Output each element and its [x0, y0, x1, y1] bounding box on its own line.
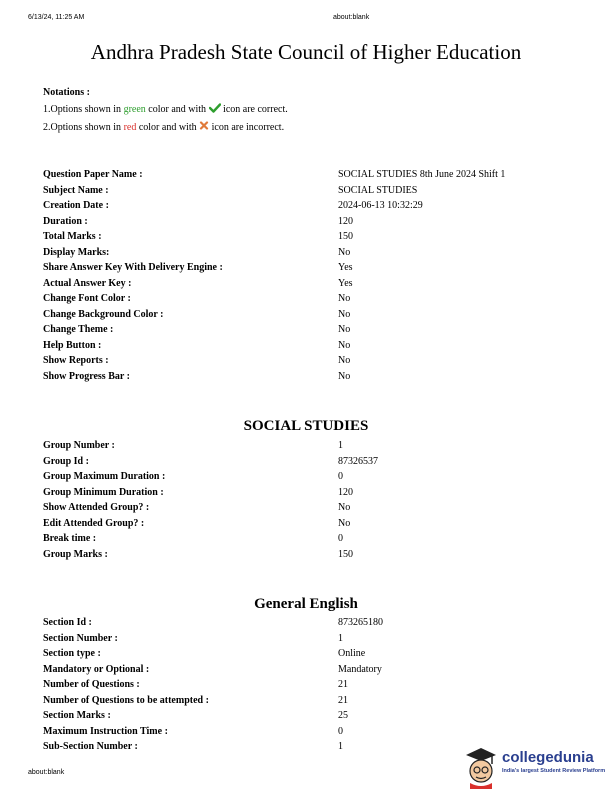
field-value: SOCIAL STUDIES [338, 184, 418, 196]
field-value: No [338, 246, 351, 258]
paper-info-row [43, 183, 563, 199]
field-label: Actual Answer Key : [43, 277, 132, 289]
graduate-mascot-icon [462, 745, 500, 794]
field-label: Group Id : [43, 455, 89, 467]
field-value: No [338, 308, 351, 320]
group-info-row [43, 438, 563, 454]
paper-info-row [43, 307, 563, 323]
field-label: Change Background Color : [43, 308, 164, 320]
field-label: Change Font Color : [43, 293, 131, 304]
section-info-table [43, 615, 563, 755]
field-label: Edit Attended Group? : [43, 517, 145, 529]
field-value: 1 [338, 632, 343, 644]
field-label: Total Marks : [43, 231, 102, 242]
group-info-row [43, 500, 563, 516]
paper-info-table [43, 167, 563, 384]
field-label: Section Marks : [43, 710, 111, 721]
brand-tagline: India's largest Student Review Platform [502, 768, 606, 774]
field-value: 1 [338, 741, 343, 752]
group-info-row [43, 454, 563, 470]
checkmark-icon [209, 102, 221, 119]
cross-icon [199, 119, 209, 136]
footer-url: about:blank [28, 769, 65, 776]
field-label: Section Id : [43, 617, 92, 628]
notation-text: icon are incorrect. [209, 122, 285, 133]
group-info-row [43, 469, 563, 485]
collegedunia-watermark [462, 745, 612, 789]
field-label: Maximum Instruction Time : [43, 725, 168, 737]
notations-heading: Notations : [43, 87, 90, 98]
notation-text: color and with [136, 122, 200, 133]
page-title: Andhra Pradesh State Council of Higher Education [90, 40, 522, 64]
paper-info-row [43, 322, 563, 338]
notation-text: icon are correct. [220, 104, 288, 115]
paper-info-row [43, 276, 563, 292]
field-value: Yes [338, 262, 353, 273]
brand-name: collegedunia [502, 749, 594, 766]
field-label: Creation Date : [43, 200, 109, 211]
paper-info-row [43, 260, 563, 276]
field-label: Group Number : [43, 440, 115, 451]
field-label: Change Theme : [43, 324, 114, 335]
paper-info-row [43, 229, 563, 245]
section-title: General English [254, 596, 358, 612]
paper-info-row [43, 369, 563, 385]
notation-incorrect [43, 119, 288, 136]
field-label: Number of Questions to be attempted : [43, 694, 209, 706]
section-info-row [43, 662, 563, 678]
section-info-row [43, 646, 563, 662]
field-label: Show Attended Group? : [43, 502, 150, 513]
field-value: SOCIAL STUDIES 8th June 2024 Shift 1 [338, 169, 506, 180]
field-value: 87326537 [338, 455, 378, 467]
field-label: Break time : [43, 533, 97, 544]
paper-info-row [43, 338, 563, 354]
field-label: Group Marks : [43, 548, 108, 560]
field-value: No [338, 502, 351, 513]
field-value: 120 [338, 486, 353, 498]
field-label: Show Reports : [43, 355, 109, 366]
notation-green-word: green [123, 104, 146, 115]
field-value: 873265180 [338, 617, 383, 628]
print-url: about:blank [333, 14, 370, 21]
field-label: Sub-Section Number : [43, 741, 138, 752]
group-title: SOCIAL STUDIES [243, 418, 369, 434]
paper-info-row [43, 291, 563, 307]
section-info-row [43, 693, 563, 709]
paper-info-row [43, 353, 563, 369]
field-value: 21 [338, 694, 348, 706]
field-label: Subject Name : [43, 184, 109, 196]
group-info-row [43, 516, 563, 532]
notation-red-word: red [123, 122, 137, 133]
group-info-row [43, 485, 563, 501]
notation-text: 2.Options shown in [43, 122, 124, 133]
field-label: Question Paper Name : [43, 169, 143, 180]
field-value: Online [338, 648, 366, 659]
field-value: No [338, 355, 351, 366]
field-label: Section Number : [43, 632, 118, 644]
field-label: Group Minimum Duration : [43, 486, 164, 498]
field-label: Mandatory or Optional : [43, 663, 150, 675]
field-label: Group Maximum Duration : [43, 471, 166, 482]
paper-info-row [43, 245, 563, 261]
field-value: No [338, 517, 351, 529]
field-value: No [338, 339, 351, 351]
paper-info-row [43, 167, 563, 183]
field-value: No [338, 324, 351, 335]
field-value: 21 [338, 679, 348, 690]
section-info-row [43, 724, 563, 740]
field-label: Share Answer Key With Delivery Engine : [43, 262, 223, 273]
field-label: Number of Questions : [43, 679, 140, 690]
section-info-row [43, 708, 563, 724]
field-value: Mandatory [338, 663, 382, 675]
group-info-table [43, 438, 563, 562]
field-value: 120 [338, 215, 353, 227]
field-value: 0 [338, 725, 343, 737]
field-value: 0 [338, 471, 343, 482]
notation-text: 1.Options shown in [43, 104, 124, 115]
notations-block [43, 84, 288, 136]
field-label: Section type : [43, 648, 101, 659]
group-info-row [43, 547, 563, 563]
field-value: 0 [338, 533, 343, 544]
field-label: Show Progress Bar : [43, 370, 130, 382]
print-datetime: 6/13/24, 11:25 AM [28, 14, 85, 21]
section-info-row [43, 631, 563, 647]
field-label: Help Button : [43, 339, 102, 351]
section-info-row [43, 615, 563, 631]
section-info-row [43, 677, 563, 693]
field-value: No [338, 370, 351, 382]
field-value: 1 [338, 440, 343, 451]
group-info-row [43, 531, 563, 547]
field-label: Duration : [43, 215, 88, 227]
field-value: 150 [338, 231, 353, 242]
field-value: 150 [338, 548, 353, 560]
notation-correct [43, 101, 288, 119]
paper-info-row [43, 198, 563, 214]
field-value: Yes [338, 277, 353, 289]
field-label: Display Marks: [43, 246, 110, 258]
notation-text: color and with [145, 104, 209, 115]
field-value: 25 [338, 710, 348, 721]
paper-info-row [43, 214, 563, 230]
field-value: No [338, 293, 351, 304]
field-value: 2024-06-13 10:32:29 [338, 200, 423, 211]
